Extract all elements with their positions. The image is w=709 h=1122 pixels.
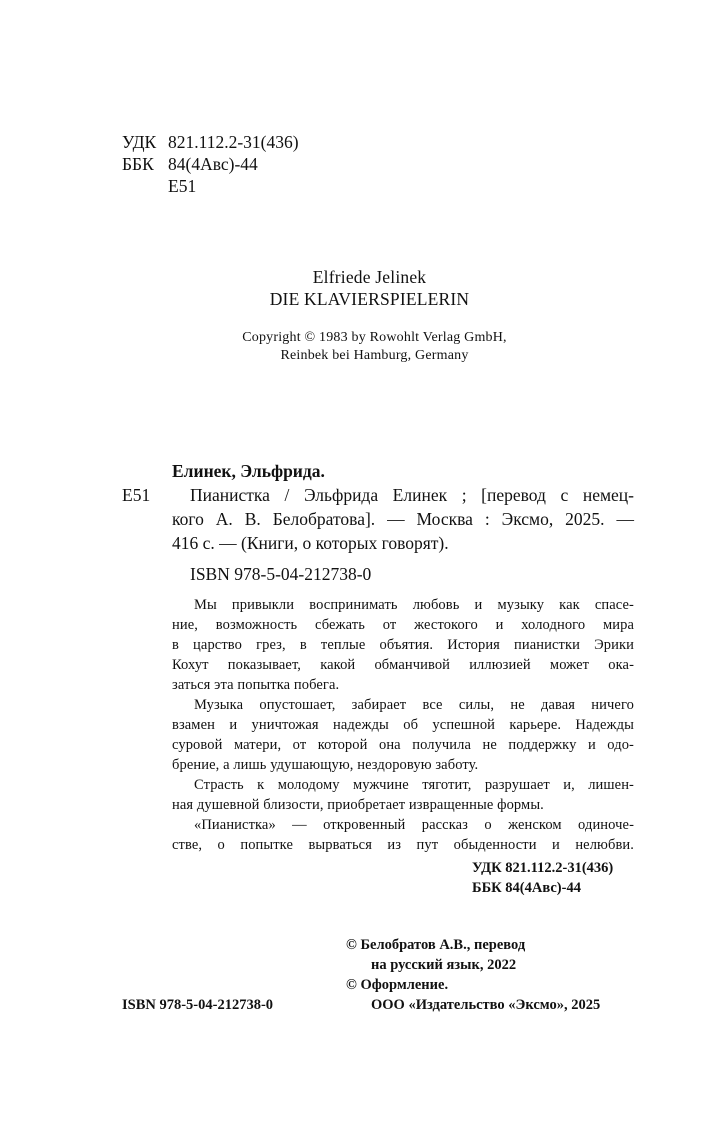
design-copyright-line-2: ООО «Издательство «Эксмо», 2025 xyxy=(371,997,601,1013)
udk-label: УДК xyxy=(122,132,157,152)
bottom-udk: УДК 821.112.2-31(436) xyxy=(472,860,614,876)
udk-row xyxy=(122,131,299,153)
translation-copyright-line-2: на русский язык, 2022 xyxy=(371,957,517,973)
catalog-heading: Елинек, Эльфрида. xyxy=(172,461,325,481)
design-copyright-line-1: © Оформление. xyxy=(346,977,449,993)
catalog-isbn: ISBN 978-5-04-212738-0 xyxy=(190,564,372,584)
catalog-line: кого А. В. Белобратова]. — Москва : Эксмо, 2025. — xyxy=(172,509,634,529)
translation-copyright-line-1: © Белобратов А.В., перевод xyxy=(346,937,526,953)
annotation-line: взамен и уничтожая надежды об успешной карьере. Надежды xyxy=(172,717,634,733)
annotation-line: в царство грез, в теплые объятия. История пианистки Эрики xyxy=(172,637,634,653)
annotation-line: стве, о попытке вырваться из пут обыденности и нелюбви. xyxy=(172,837,634,853)
catalog-line: 416 с. — (Книги, о которых говорят). xyxy=(172,533,449,553)
author-mark-row xyxy=(122,175,196,197)
annotation-line: суровой матери, от которой она получила не поддержку и одо- xyxy=(172,737,634,753)
annotation-line: ние, возможность сбежать от жестокого и холодного мира xyxy=(172,617,634,633)
bbk-value: 84(4Авс)-44 xyxy=(168,154,258,174)
catalog-mark: Е51 xyxy=(122,485,151,505)
annotation-line: «Пианистка» — откровенный рассказ о женском одиноче- xyxy=(194,817,634,833)
copyright-line-1: Copyright © 1983 by Rowohlt Verlag GmbH, xyxy=(242,330,507,345)
udk-value: 821.112.2-31(436) xyxy=(168,132,299,152)
author-mark: Е51 xyxy=(168,176,197,196)
annotation-line: Музыка опустошает, забирает все силы, не давая ничего xyxy=(194,697,634,713)
copyright-line-2: Reinbek bei Hamburg, Germany xyxy=(280,348,469,363)
annotation-line: брение, а лишь удушающую, нездоровую заботу. xyxy=(172,757,479,773)
annotation-line: ная душевной близости, приобретает извращенные формы. xyxy=(172,797,544,813)
annotation-line: заться эта попытка побега. xyxy=(172,677,340,693)
bbk-row xyxy=(122,153,258,175)
original-author: Elfriede Jelinek xyxy=(312,267,427,287)
bottom-bbk: ББК 84(4Авс)-44 xyxy=(472,880,581,896)
bbk-label: ББК xyxy=(122,154,154,174)
bottom-isbn: ISBN 978-5-04-212738-0 xyxy=(122,997,274,1013)
annotation-line: Мы привыкли воспринимать любовь и музыку как спасе- xyxy=(194,597,634,613)
annotation-line: Страсть к молодому мужчине тяготит, разрушает и, лишен- xyxy=(194,777,634,793)
annotation-line: Кохут показывает, какой обманчивой иллюзией может ока- xyxy=(172,657,634,673)
catalog-line: Пианистка / Эльфрида Елинек ; [перевод с немец- xyxy=(190,485,634,505)
original-title: DIE KLAVIERSPIELERIN xyxy=(269,289,470,309)
